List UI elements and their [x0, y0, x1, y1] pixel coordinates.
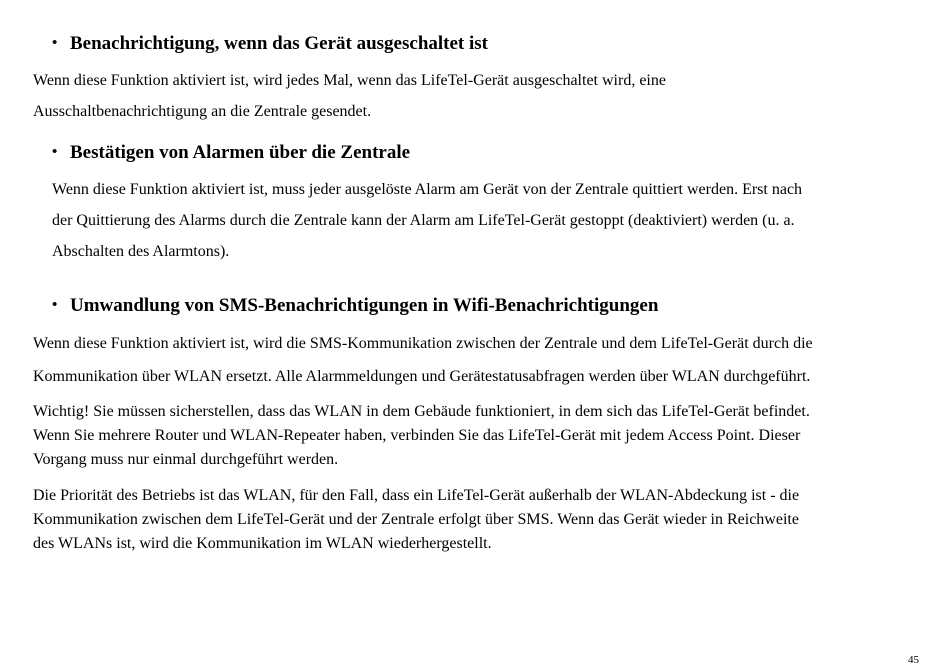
body-line: Kommunikation über WLAN ersetzt. Alle Alarmmeldungen und Gerätestatusabfragen werden über WLAN durchgeführt. — [33, 368, 811, 385]
note-line: Wenn Sie mehrere Router und WLAN-Repeater haben, verbinden Sie das LifeTel-Gerät mit jedem Access Point. Dieser — [33, 427, 801, 444]
note-line: Vorgang muss nur einmal durchgeführt werden. — [33, 451, 339, 468]
heading-text: Umwandlung von SMS-Benachrichtigungen in Wifi-Benachrichtigungen — [70, 295, 659, 316]
body-line: Wenn diese Funktion aktiviert ist, muss jeder ausgelöste Alarm am Gerät von der Zentrale quittiert werden. Erst nach — [52, 181, 803, 198]
heading-text: Bestätigen von Alarmen über die Zentrale — [70, 142, 411, 163]
bullet-icon: • — [52, 297, 58, 313]
body-line: Wenn diese Funktion aktiviert ist, wird jedes Mal, wenn das LifeTel-Gerät ausgeschaltet wird, eine — [33, 72, 666, 89]
note-line: des WLANs ist, wird die Kommunikation im WLAN wiederhergestellt. — [33, 535, 492, 552]
body-line: der Quittierung des Alarms durch die Zentrale kann der Alarm am LifeTel-Gerät gestoppt (deaktiviert) werden (u. a. — [52, 212, 795, 229]
page-number: 45 — [908, 654, 919, 666]
body-line: Wenn diese Funktion aktiviert ist, wird die SMS-Kommunikation zwischen der Zentrale und dem LifeTel-Gerät durch die — [33, 335, 813, 352]
priority-note — [33, 484, 799, 556]
section-body-shutdown-notification — [33, 65, 666, 127]
section-heading-shutdown-notification — [52, 33, 488, 56]
bullet-icon: • — [52, 144, 58, 160]
body-line: Abschalten des Alarmtons). — [52, 243, 230, 260]
section-heading-sms-to-wifi — [52, 295, 658, 318]
section-body-alarm-confirmation — [52, 174, 802, 267]
note-line: Kommunikation zwischen dem LifeTel-Gerät und der Zentrale erfolgt über SMS. Wenn das Gerät wieder in Reichweite — [33, 511, 799, 528]
note-line: Wichtig! Sie müssen sicherstellen, dass das WLAN in dem Gebäude funktioniert, in dem sich das LifeTel-Gerät befindet. — [33, 403, 810, 420]
body-line: Ausschaltbenachrichtigung an die Zentrale gesendet. — [33, 103, 372, 120]
bullet-icon: • — [52, 35, 58, 51]
note-line: Die Priorität des Betriebs ist das WLAN, für den Fall, dass ein LifeTel-Gerät außerhalb der WLAN-Abdeckung ist - die — [33, 487, 800, 504]
section-body-sms-to-wifi — [33, 327, 813, 393]
important-note — [33, 400, 810, 472]
heading-text: Benachrichtigung, wenn das Gerät ausgeschaltet ist — [70, 33, 488, 54]
section-heading-alarm-confirmation — [52, 142, 410, 165]
